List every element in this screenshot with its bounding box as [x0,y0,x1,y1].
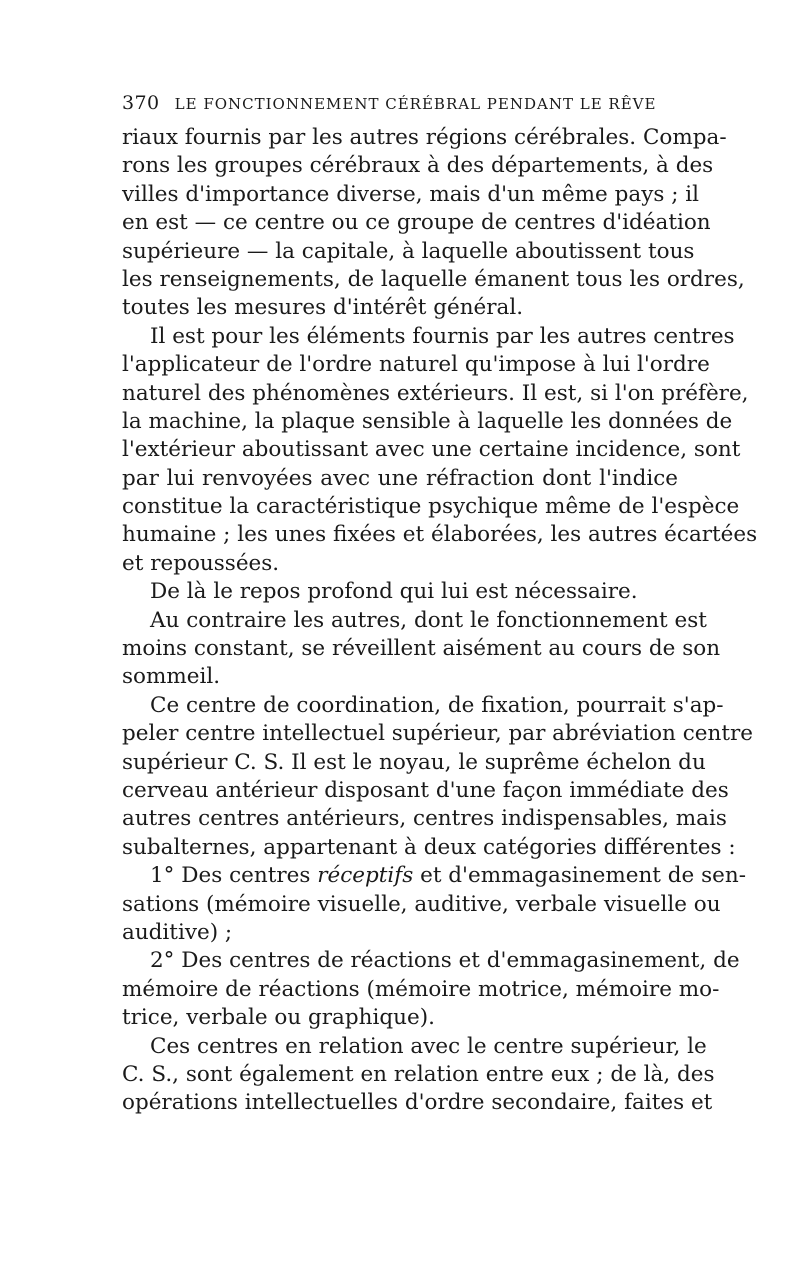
text-line: et repoussées. [122,550,280,576]
text-line: supérieure — la capitale, à laquelle aboutissent tous [122,238,695,264]
text-line: Au contraire les autres, dont le fonctionnement est [150,607,707,633]
text-line [122,862,746,890]
text-line: auditive) ; [122,919,233,945]
text-line: De là le repos profond qui lui est nécessaire. [150,579,638,605]
text-segment: 1° Des centres [150,863,318,889]
text-line: Ce centre de coordination, de fixation, pourrait s'ap- [150,692,724,718]
text-line: l'extérieur aboutissant avec une certaine incidence, sont [122,437,741,463]
text-line: constitue la caractéristique psychique même de l'espèce [122,494,740,520]
running-head [122,92,682,116]
text-line: Il est pour les éléments fournis par les autres centres [150,323,735,349]
text-line: l'applicateur de l'ordre naturel qu'impose à lui l'ordre [122,352,710,378]
text-line: riaux fournis par les autres régions cérébrales. Compa- [122,125,727,150]
text-line: rons les groupes cérébraux à des départements, à des [122,153,714,179]
text-line: en est — ce centre ou ce groupe de centres d'idéation [122,210,711,236]
text-line: sommeil. [122,664,221,690]
text-line: la machine, la plaque sensible à laquelle les données de [122,408,733,434]
text-segment: et d'emmagasinement de sen- [413,863,746,889]
text-line: C. S., sont également en relation entre eux ; de là, des [122,1061,715,1087]
text-line: 2° Des centres de réactions et d'emmagasinement, de [150,948,740,974]
text-line: villes d'importance diverse, mais d'un même pays ; il [122,181,700,207]
text-line: sations (mémoire visuelle, auditive, verbale visuelle ou [122,891,721,917]
text-line: moins constant, se réveillent aisément au cours de son [122,636,721,662]
text-line: humaine ; les unes fixées et élaborées, les autres écartées [122,522,758,548]
page-number: 370 [122,92,160,114]
text-line: cerveau antérieur disposant d'une façon immédiate des [122,777,729,803]
text-line: par lui renvoyées avec une réfraction dont l'indice [122,465,678,491]
text-line: trice, verbale ou graphique). [122,1005,435,1031]
text-line: Ces centres en relation avec le centre supérieur, le [150,1033,707,1059]
text-line: supérieur C. S. Il est le noyau, le suprême échelon du [122,749,706,775]
text-line: autres centres antérieurs, centres indispensables, mais [122,806,727,832]
text-line: peler centre intellectuel supérieur, par abréviation centre [122,721,753,747]
text-line: opérations intellectuelles d'ordre secondaire, faites et [122,1090,713,1116]
running-title: LE FONCTIONNEMENT CÉRÉBRAL PENDANT LE RÊVE [174,95,657,113]
text-line: mémoire de réactions (mémoire motrice, mémoire mo- [122,976,720,1002]
body-text [122,124,758,1118]
text-line: subalternes, appartenant à deux catégories différentes : [122,834,736,860]
italic-term: réceptifs [317,863,414,889]
text-line: toutes les mesures d'intérêt général. [122,295,524,321]
text-line: naturel des phénomènes extérieurs. Il est, si l'on préfère, [122,380,749,406]
text-line: les renseignements, de laquelle émanent tous les ordres, [122,266,745,292]
